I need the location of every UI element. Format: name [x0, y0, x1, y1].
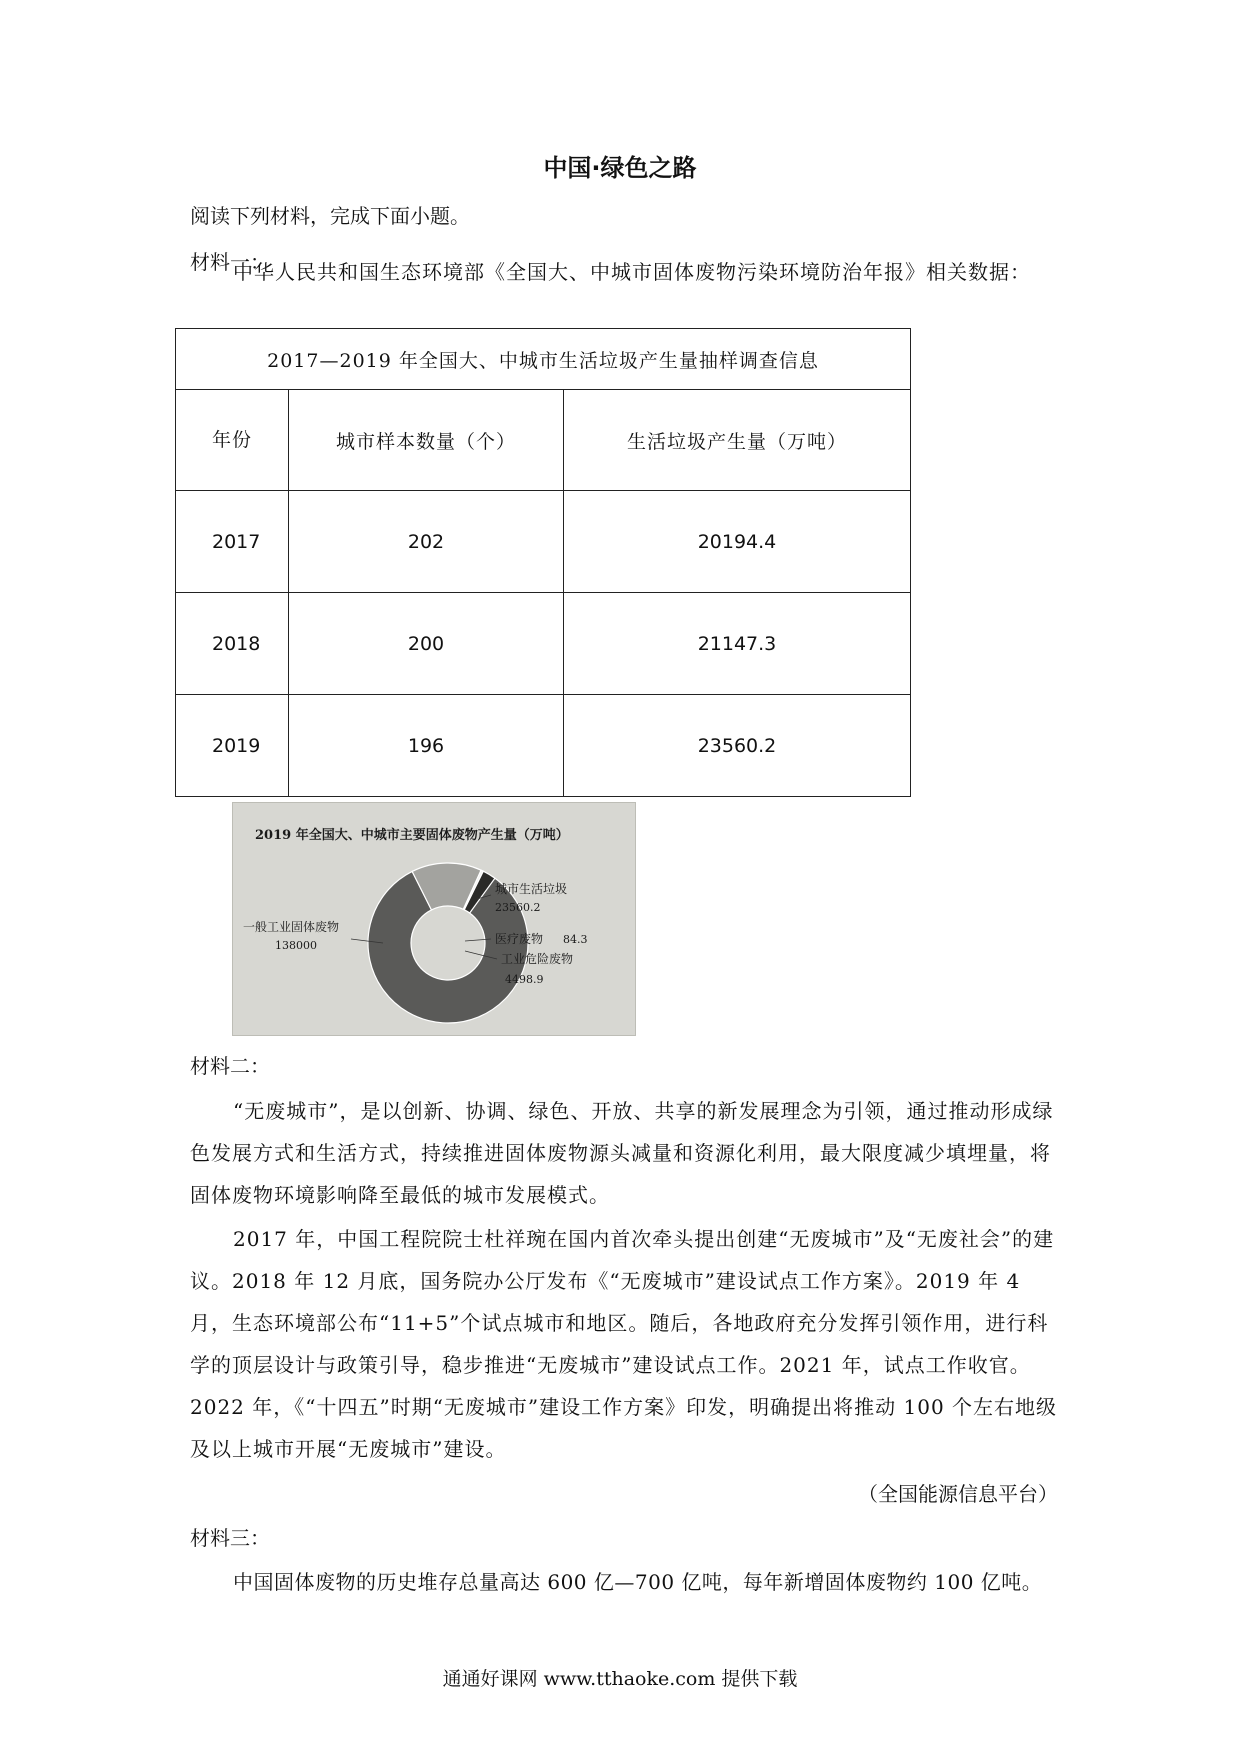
header-amount: 生活垃圾产生量（万吨） [564, 390, 911, 491]
row-samples: 200 [289, 593, 564, 695]
table-row [176, 695, 911, 797]
footer-text: 通通好课网 www.tthaoke.com 提供下载 [442, 1668, 798, 1690]
row-year: 2019 [212, 734, 261, 757]
chart-category-label: 一般工业固体废物 [243, 920, 340, 934]
material1-source-line: 中华人民共和国生态环境部《全国大、中城市固体废物污染环境防治年报》相关数据： [233, 260, 1031, 284]
header-year [176, 390, 289, 491]
header-year-label: 年份 [212, 429, 253, 451]
material3-paragraph: 中国固体废物的历史堆存总量高达 600 亿—700 亿吨，每年新增固体废物约 100 亿吨。 [233, 1570, 1043, 1594]
chart-category-label: 医疗废物 [495, 932, 544, 946]
donut-chart-figure [232, 802, 636, 1036]
row-amount: 23560.2 [564, 695, 911, 797]
row-samples: 202 [289, 491, 564, 593]
chart-value-label: 4498.9 [505, 973, 544, 986]
row-samples: 196 [289, 695, 564, 797]
material2-source: （全国能源信息平台） [858, 1482, 1058, 1506]
chart-value-label: 23560.2 [495, 901, 541, 914]
table-row [176, 491, 911, 593]
row-year: 2018 [212, 632, 261, 655]
donut-chart [233, 803, 635, 1035]
page-title: 中国·绿色之路 [543, 154, 697, 182]
material3-label: 材料三： [190, 1526, 270, 1550]
chart-value-label: 138000 [275, 939, 317, 952]
material1-label: 材料一： [190, 250, 270, 274]
survey-table [175, 328, 911, 797]
chart-category-label: 工业危险废物 [501, 952, 574, 966]
header-samples: 城市样本数量（个） [289, 390, 564, 491]
material2-paragraph-1: “无废城市”，是以创新、协调、绿色、开放、共享的新发展理念为引领，通过推动形成绿色发展方式和生活方式，持续推进固体废物源头减量和资源化利用，最大限度减少填埋量，将固体废物环境影响降至最低的城市发展模式。 [190, 1099, 1054, 1207]
chart-value-label: 84.3 [563, 933, 588, 946]
intro-text: 阅读下列材料，完成下面小题。 [190, 204, 470, 228]
row-amount: 21147.3 [564, 593, 911, 695]
chart-category-label: 城市生活垃圾 [495, 882, 568, 896]
table-row [176, 593, 911, 695]
row-amount: 20194.4 [564, 491, 911, 593]
chart-title: 2019 年全国大、中城市主要固体废物产生量（万吨） [255, 828, 569, 843]
material2-paragraph-2: 2017 年，中国工程院院士杜祥琬在国内首次牵头提出创建“无废城市”及“无废社会”的建议。2018 年 12 月底，国务院办公厅发布《“无废城市”建设试点工作方案》。2019 年 4 月，生态环境部公布“11+5”个试点城市和地区。随后，各地政府充分发挥引领作用，进行科学的顶层设计与政策引导，稳步推进“无废城市”建设试点工作。2021 年，试点工作收官。2022 年，《“十四五”时期“无废城市”建设工作方案》印发，明确提出将推动 100 个左右地级及以上城市开展“无废城市”建设。 [190, 1227, 1058, 1461]
material2-label: 材料二： [190, 1054, 270, 1078]
table-caption: 2017—2019 年全国大、中城市生活垃圾产生量抽样调查信息 [176, 329, 911, 390]
row-year: 2017 [212, 530, 261, 553]
